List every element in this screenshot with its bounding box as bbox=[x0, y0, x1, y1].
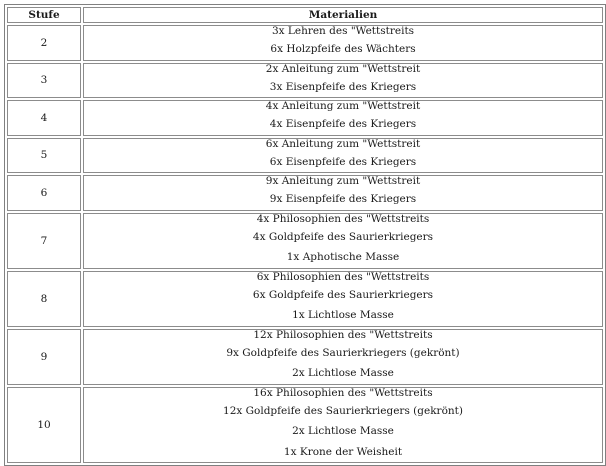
material-item: 4x Philosophien des "Wettstreits bbox=[256, 212, 430, 225]
table-row bbox=[7, 329, 603, 385]
material-item: 2x Lichtlose Masse bbox=[292, 425, 394, 437]
material-item: 3x Eisenpfeife des Kriegers bbox=[269, 80, 417, 93]
materials-cell bbox=[83, 213, 603, 269]
material-item: 6x Anleitung zum "Wettstreit bbox=[265, 137, 421, 150]
material-item: 6x Philosophien des "Wettstreits bbox=[256, 270, 430, 283]
stufe-cell: 5 bbox=[7, 138, 81, 174]
stufe-cell: 9 bbox=[7, 329, 81, 385]
material-item: 12x Goldpfeife des Saurierkriegers (gekrönt) bbox=[223, 404, 463, 417]
stufe-cell: 10 bbox=[7, 387, 81, 464]
material-item: 6x Goldpfeife des Saurierkriegers bbox=[252, 288, 434, 301]
table-row bbox=[7, 175, 603, 211]
materials-cell bbox=[83, 100, 603, 136]
table-row bbox=[7, 271, 603, 327]
material-item: 6x Holzpfeife des Wächters bbox=[270, 43, 416, 55]
materials-cell bbox=[83, 25, 603, 61]
header-stufe: Stufe bbox=[7, 7, 81, 23]
material-item: 1x Lichtlose Masse bbox=[292, 309, 394, 321]
materials-cell bbox=[83, 63, 603, 99]
table-row bbox=[7, 387, 603, 464]
materials-cell bbox=[83, 175, 603, 211]
table-row bbox=[7, 213, 603, 269]
material-item: 3x Lehren des "Wettstreits bbox=[271, 25, 415, 37]
material-item: 1x Krone der Weisheit bbox=[283, 445, 403, 458]
material-item: 9x Eisenpfeife des Kriegers bbox=[269, 193, 417, 205]
material-item: 4x Eisenpfeife des Kriegers bbox=[269, 118, 417, 130]
stufe-cell: 2 bbox=[7, 25, 81, 61]
stufe-cell: 3 bbox=[7, 63, 81, 99]
stufe-cell: 4 bbox=[7, 100, 81, 136]
stufe-cell: 6 bbox=[7, 175, 81, 211]
material-item: 1x Aphotische Masse bbox=[286, 251, 400, 263]
materials-cell bbox=[83, 138, 603, 174]
material-item: 16x Philosophien des "Wettstreits bbox=[253, 386, 433, 399]
table-row bbox=[7, 25, 603, 61]
materials-cell bbox=[83, 387, 603, 464]
table-row bbox=[7, 138, 603, 174]
table-row bbox=[7, 100, 603, 136]
table-body bbox=[7, 25, 603, 463]
material-item: 4x Anleitung zum "Wettstreit bbox=[265, 100, 421, 112]
material-item: 4x Goldpfeife des Saurierkriegers bbox=[252, 230, 434, 243]
material-item: 2x Lichtlose Masse bbox=[292, 367, 394, 379]
material-item: 6x Eisenpfeife des Kriegers bbox=[269, 155, 417, 168]
stufe-cell: 8 bbox=[7, 271, 81, 327]
table-row bbox=[7, 63, 603, 99]
header-row bbox=[7, 7, 603, 23]
material-item: 12x Philosophien des "Wettstreits bbox=[253, 328, 433, 341]
material-item: 2x Anleitung zum "Wettstreit bbox=[265, 62, 421, 75]
material-item: 9x Goldpfeife des Saurierkriegers (gekrönt) bbox=[226, 346, 460, 359]
materials-table bbox=[4, 4, 606, 466]
header-materialien: Materialien bbox=[83, 7, 603, 23]
material-item: 9x Anleitung zum "Wettstreit bbox=[265, 175, 421, 187]
stufe-cell: 7 bbox=[7, 213, 81, 269]
materials-cell bbox=[83, 271, 603, 327]
materials-cell bbox=[83, 329, 603, 385]
